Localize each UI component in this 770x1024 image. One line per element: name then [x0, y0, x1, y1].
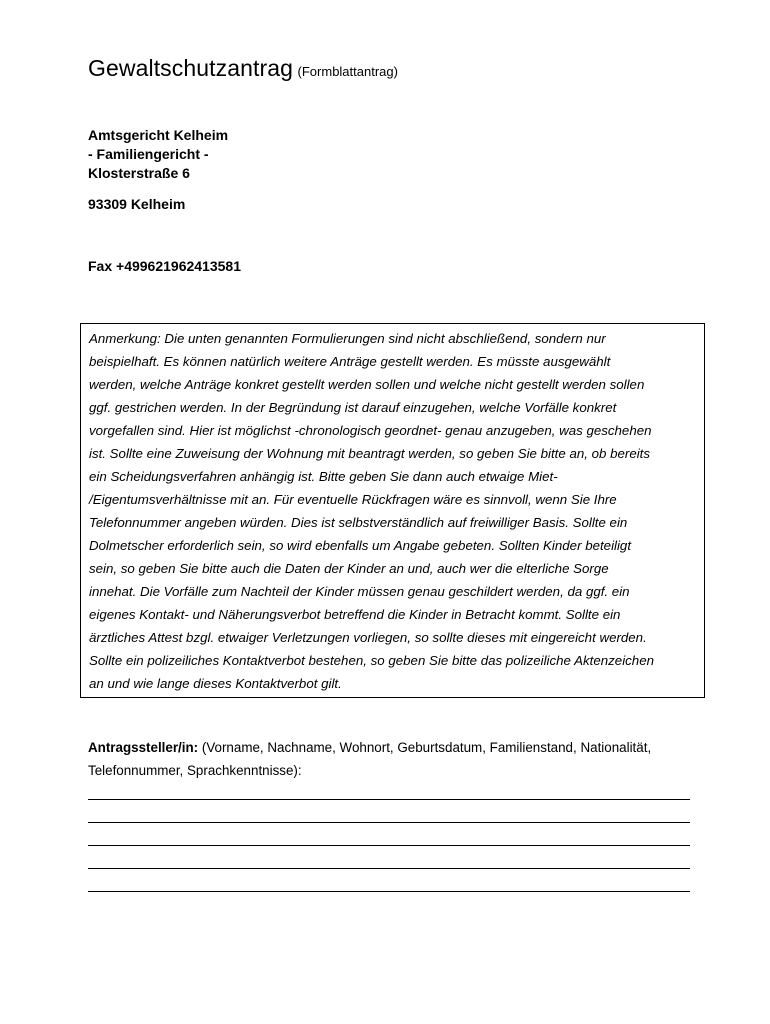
note-line: an und wie lange dieses Kontaktverbot gilt.	[89, 676, 342, 691]
applicant-hint-1: (Vorname, Nachname, Wohnort, Geburtsdatum, Familienstand, Nationalität,	[198, 740, 652, 755]
court-name: Amtsgericht Kelheim	[88, 127, 229, 143]
note-text	[89, 327, 701, 695]
court-fax: Fax +499621962413581	[88, 258, 241, 274]
fill-line[interactable]	[88, 800, 690, 823]
fill-line[interactable]	[88, 823, 690, 846]
note-line: ggf. gestrichen werden. In der Begründung ist darauf einzugehen, welche Vorfälle konkret	[89, 400, 617, 415]
note-line: Sollte ein polizeiliches Kontaktverbot bestehen, so geben Sie bitte das polizeiliche Aktenzeichen	[89, 653, 654, 668]
note-line: eigenes Kontakt- und Näherungsverbot betreffend die Kinder in Betracht kommt. Sollte ein	[89, 607, 621, 622]
note-line: beispielhaft. Es können natürlich weitere Anträge gestellt werden. Es müsste ausgewählt	[89, 354, 611, 369]
note-line: innehat. Die Vorfälle zum Nachteil der Kinder müssen genau geschildert werden, da ggf. ein	[89, 584, 630, 599]
note-line: vorgefallen sind. Hier ist möglichst -chronologisch geordnet- genau anzugeben, was geschehen	[89, 423, 652, 438]
note-line: sein, so geben Sie bitte auch die Daten der Kinder an und, auch wer die elterliche Sorge	[89, 561, 609, 576]
note-line: Dolmetscher erforderlich sein, so wird ebenfalls um Angabe gebeten. Sollten Kinder beteiligt	[89, 538, 632, 553]
court-department: - Familiengericht -	[88, 146, 209, 162]
note-line: ärztliches Attest bzgl. etwaiger Verletzungen vorliegen, so sollte dieses mit eingereicht werden.	[89, 630, 647, 645]
recipient-address	[88, 126, 228, 183]
note-line: ist. Sollte eine Zuweisung der Wohnung mit beantragt werden, so geben Sie bitte an, ob bereits	[89, 446, 651, 461]
applicant-label: Antragssteller/in:	[88, 740, 199, 755]
note-line: werden, welche Anträge konkret gestellt werden sollen und welche nicht gestellt werden sollen	[89, 377, 645, 392]
note-line: /Eigentumsverhältnisse mit an. Für eventuelle Rückfragen wäre es sinnvoll, wenn Sie Ihre	[89, 492, 617, 507]
court-street: Klosterstraße 6	[88, 165, 190, 181]
applicant-heading	[88, 736, 708, 759]
court-postal-city: 93309 Kelheim	[88, 196, 186, 212]
fill-line[interactable]	[88, 869, 690, 892]
document-title	[88, 55, 398, 82]
applicant-fill-lines	[88, 798, 690, 892]
note-line: Telefonnummer angeben würden. Dies ist selbstverständlich auf freiwilliger Basis. Sollte ein	[89, 515, 628, 530]
form-title: Gewaltschutzantrag	[88, 55, 294, 81]
form-subtitle: (Formblattantrag)	[297, 64, 398, 79]
note-line: ein Scheidungsverfahren anhängig ist. Bitte geben Sie dann auch etwaige Miet-	[89, 469, 558, 484]
note-line: Anmerkung: Die unten genannten Formulierungen sind nicht abschließend, sondern nur	[89, 331, 606, 346]
applicant-section	[88, 736, 708, 782]
fill-line[interactable]	[88, 846, 690, 869]
applicant-hint-2: Telefonnummer, Sprachkenntnisse):	[88, 763, 302, 778]
note-box	[80, 323, 705, 698]
